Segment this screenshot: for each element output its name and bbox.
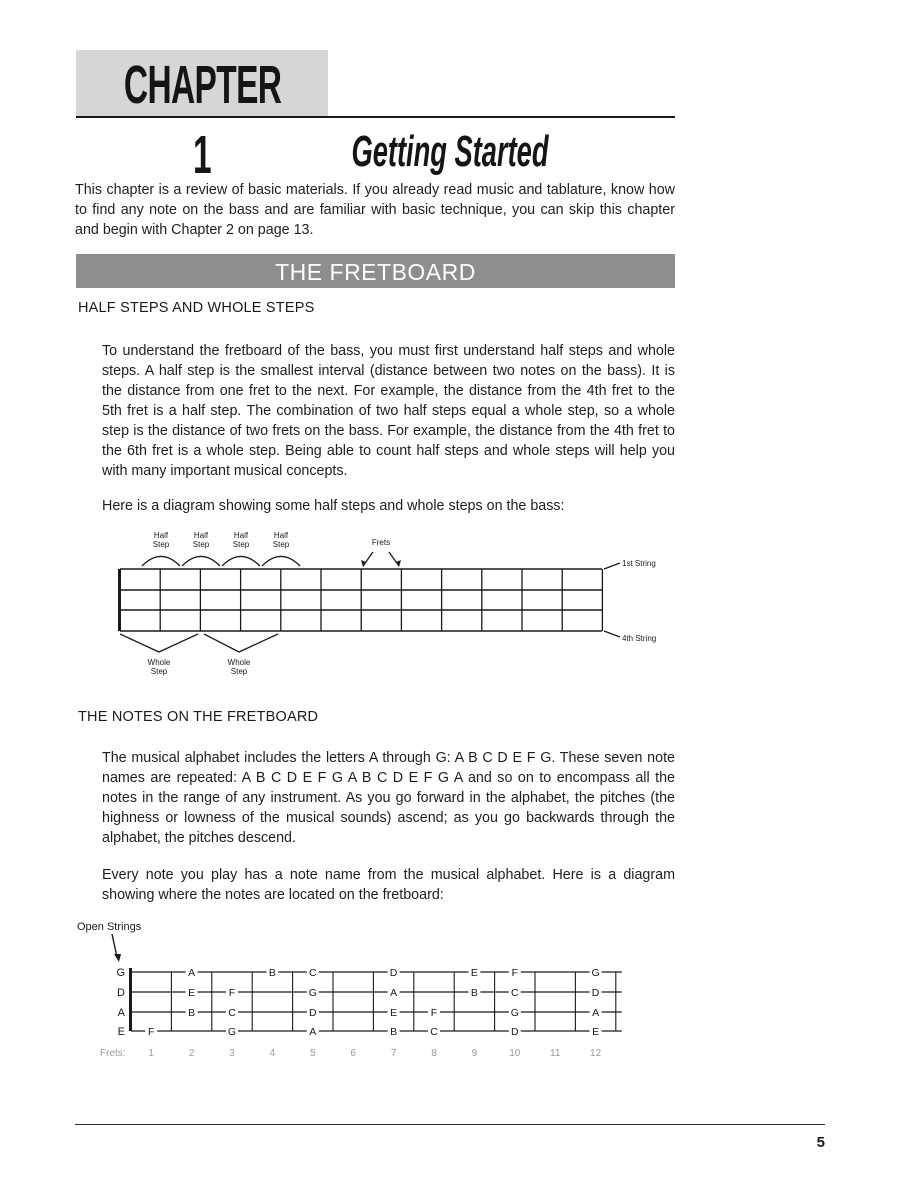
half-step-label-1: Half [153, 531, 169, 540]
fretboard-note: E [390, 1007, 398, 1019]
fret-number: 9 [471, 1048, 478, 1059]
fret-number: 5 [310, 1048, 316, 1059]
fretboard-note: E [188, 987, 196, 999]
fretboard-note: C [309, 967, 317, 979]
fretboard-note: B [268, 967, 276, 979]
fretboard-note: C [511, 987, 519, 999]
notes-heading: THE NOTES ON THE FRETBOARD [78, 709, 319, 725]
half-step-label-4b: Step [272, 540, 290, 549]
fretboard-note: A [592, 1007, 600, 1019]
fret-number: 10 [509, 1048, 521, 1059]
half-step-label-4: Half [273, 531, 289, 540]
fretboard-note: G [308, 987, 317, 999]
fret-number: 2 [188, 1048, 195, 1059]
fretboard-note: B [390, 1026, 398, 1038]
whole-step-label-2: Whole [227, 658, 251, 667]
fret-number: 12 [590, 1048, 602, 1059]
fretboard-note: G [591, 967, 600, 979]
half-step-label-2b: Step [192, 540, 210, 549]
fret-number: 8 [431, 1048, 437, 1059]
fret-number: 1 [148, 1048, 154, 1059]
half-whole-paragraph: To understand the fretboard of the bass, you must first understand half steps and whole steps. A half step is the smallest interval (distance between two notes on the bass). It is the distance from one fret to the next. For example, the distance from the 4th fret to the 5th fret is a half step. The combination of two half steps equal a whole step, so a whole step is the distance of two frets on the bass. For example, the distance from the 4th fret to the 6th fret is a whole step. Being able to count half steps and whole steps will help you with many important musical concepts. [102, 343, 675, 479]
open-string-a: A [117, 1007, 125, 1019]
fretboard-note: D [591, 987, 600, 999]
fretboard-note: G [227, 1026, 237, 1038]
whole-step-label-1: Whole [147, 658, 171, 667]
fretboard-note: D [511, 1026, 519, 1038]
open-string-g: G [116, 967, 125, 979]
fretboard-note: D [309, 1007, 317, 1019]
fretboard-note: C [228, 1007, 236, 1019]
fretboard-note: G [510, 1007, 519, 1019]
open-strings-label: Open Strings [77, 921, 142, 933]
fretboard-note: A [390, 987, 398, 999]
fret-number: 6 [350, 1048, 356, 1059]
fretboard-note: E [470, 967, 478, 979]
fretboard-note: B [188, 1007, 196, 1019]
fretboard-note: F [147, 1026, 155, 1038]
section-banner: THE FRETBOARD [275, 259, 476, 285]
fret-number: 7 [390, 1048, 397, 1059]
notes-diagram-intro: Every note you play has a note name from the musical alphabet. Here is a diagram showing where the notes are located on the fretboard: [102, 867, 675, 903]
fretboard-note: A [188, 967, 196, 979]
fretboard-note: A [309, 1026, 317, 1038]
half-step-label-3b: Step [232, 540, 250, 549]
half-step-label-3: Half [233, 531, 249, 540]
page-number: 5 [816, 1134, 825, 1151]
alphabet-paragraph: The musical alphabet includes the letters A through G: A B C D E F G. These seven note names are repeated: A B C D E F G A B C D E F G A and so on to encompass all the notes in the range of any instrument. As you go forward in the alphabet, the pitches (the highness or lowness of the musical sounds) ascend; as you go backwards through the alphabet, the pitches descend. [102, 750, 675, 846]
first-string-label: 1st String [622, 559, 656, 568]
fretboard-note: F [430, 1007, 438, 1019]
half-step-label-2: Half [193, 531, 209, 540]
fretboard-note: E [592, 1026, 600, 1038]
whole-step-label-1b: Step [150, 667, 168, 676]
frets-label: Frets [371, 538, 391, 547]
whole-step-label-2b: Step [230, 667, 248, 676]
open-string-d: D [117, 987, 125, 999]
half-whole-heading: HALF STEPS AND WHOLE STEPS [78, 300, 315, 316]
fretboard-note: F [228, 987, 236, 999]
chapter-title: Getting Started [351, 127, 549, 176]
steps-diagram-intro: Here is a diagram showing some half steps and whole steps on the bass: [102, 498, 565, 514]
fretboard-note: B [470, 987, 478, 999]
footer-rule [75, 1124, 825, 1125]
fret-number: 3 [229, 1048, 235, 1059]
fret-number: 4 [269, 1048, 276, 1059]
fourth-string-label: 4th String [622, 634, 657, 643]
fret-number: 11 [550, 1048, 561, 1059]
fretboard-note: C [430, 1026, 438, 1038]
half-step-label-1b: Step [152, 540, 170, 549]
open-string-e: E [117, 1026, 125, 1038]
fretboard-note: F [511, 967, 519, 979]
chapter-label: CHAPTER 1 [123, 55, 282, 185]
fretboard-note: D [389, 967, 398, 979]
intro-paragraph: This chapter is a review of basic materials. If you already read music and tablature, know how to find any note on the bass and are familiar with basic technique, you can skip this chapter and begin with Chapter 2 on page 13. [75, 182, 675, 238]
frets-row-label: Frets: [100, 1048, 126, 1059]
